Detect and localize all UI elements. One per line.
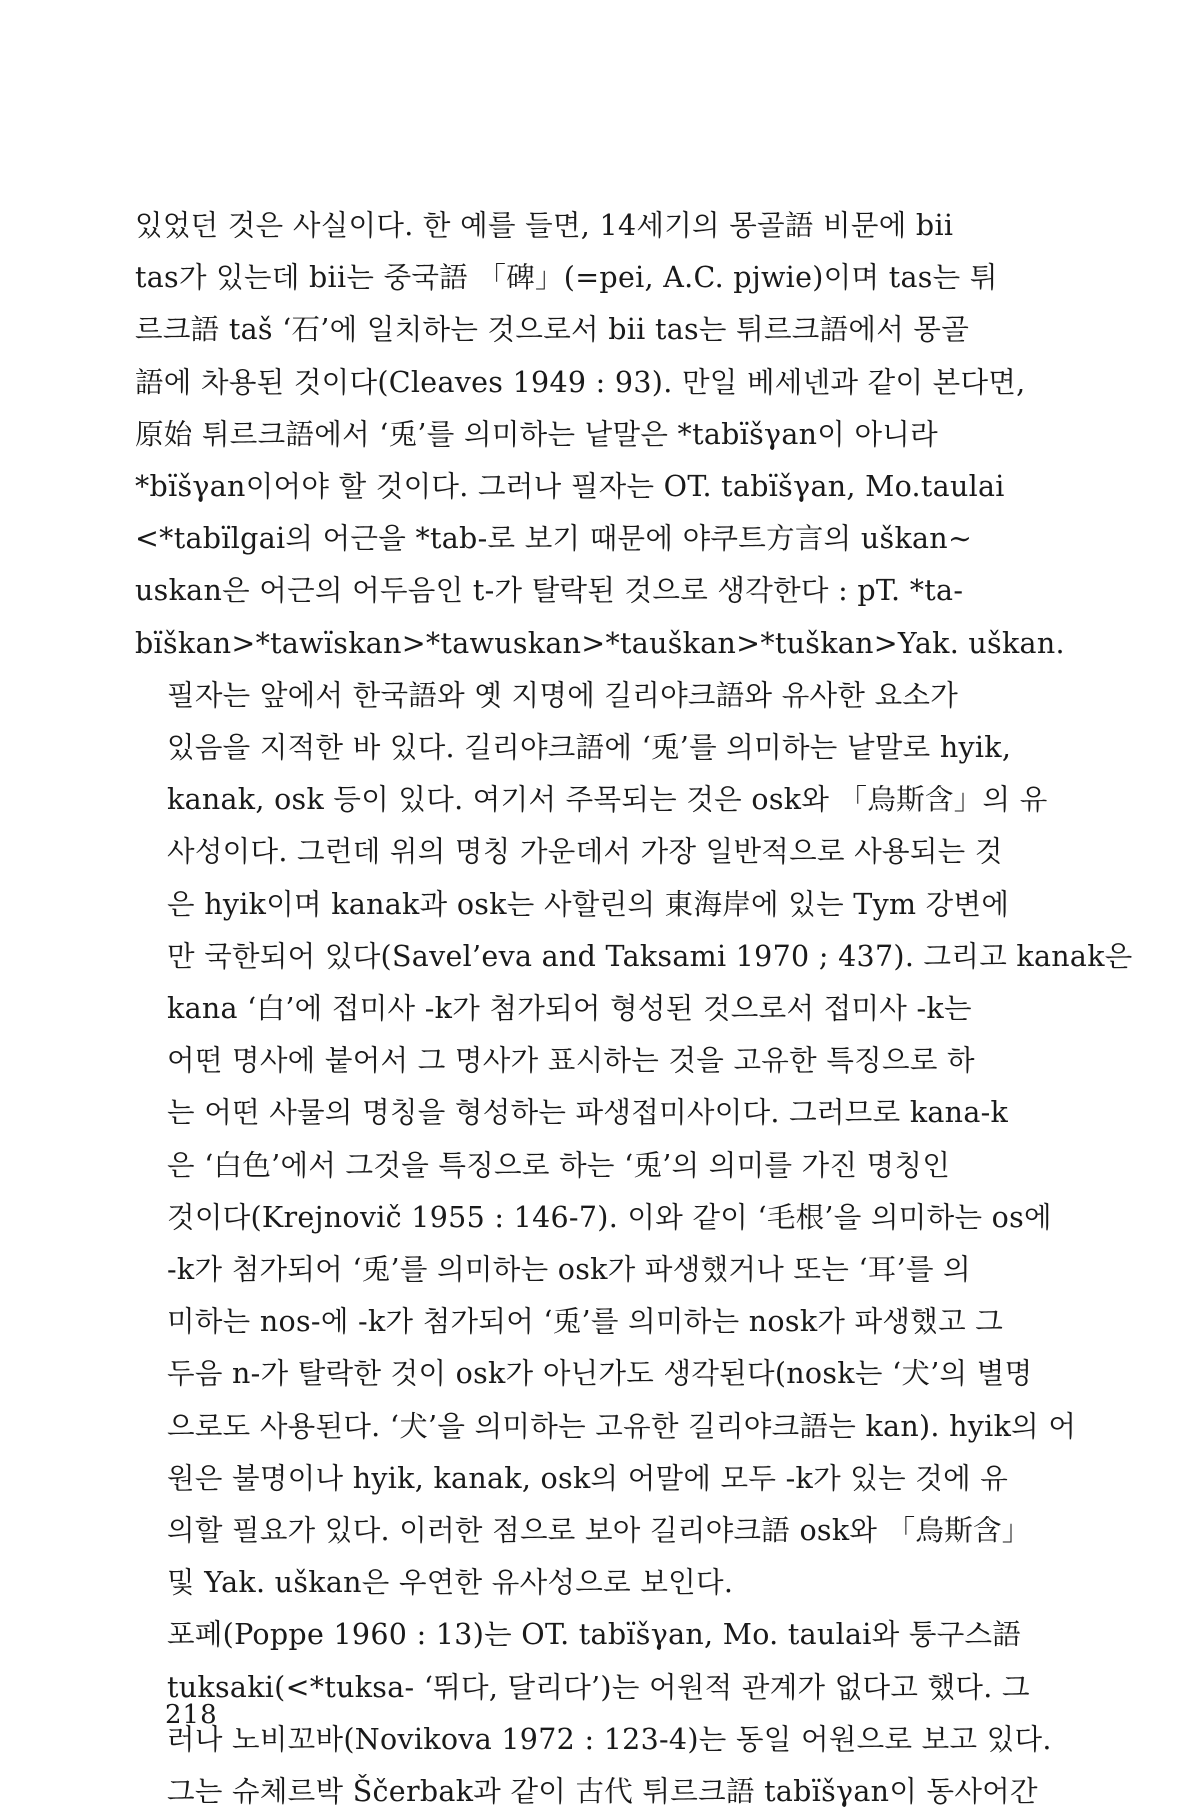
text-line: 것이다(Krejnovič 1955 : 146-7). 이와 같이 ‘毛根’을 의미하는 os에	[167, 1200, 1052, 1234]
text-line: 및 Yak. uškan은 우연한 유사성으로 보인다.	[167, 1566, 734, 1600]
body-text	[135, 200, 1133, 1818]
text-line: -k가 첨가되어 ‘兎’를 의미하는 osk가 파생했거나 또는 ‘耳’를 의	[167, 1253, 971, 1287]
page-number: 218	[165, 1700, 218, 1730]
text-line: 은 hyik이며 kanak과 osk는 사할린의 東海岸에 있는 Tym 강변에	[167, 887, 1010, 921]
text-line: tas가 있는데 bii는 중국語 「碑」(=pei, A.C. pjwie)이며 tas는 튀	[135, 261, 998, 295]
text-line: 語에 차용된 것이다(Cleaves 1949 : 93). 만일 베세넨과 같이 본다면,	[135, 365, 1026, 399]
text-line: 있음을 지적한 바 있다. 길리야크語에 ‘兎’를 의미하는 낱말로 hyik,	[167, 731, 1012, 765]
text-line: 으로도 사용된다. ‘犬’을 의미하는 고유한 길리야크語는 kan). hyik의 어	[167, 1409, 1077, 1443]
text-line: 르크語 taš ‘石’에 일치하는 것으로서 bii tas는 튀르크語에서 몽골	[135, 313, 970, 347]
text-line: 그는 슈체르박 Ščerbak과 같이 古代 튀르크語 tabïšγan이 동사어간	[167, 1775, 1038, 1809]
text-line: 필자는 앞에서 한국語와 옛 지명에 길리야크語와 유사한 요소가	[167, 678, 959, 712]
paragraph	[135, 1609, 1052, 1818]
text-line: 原始 튀르크語에서 ‘兎’를 의미하는 낱말은 *tabïšγan이 아니라	[135, 417, 938, 451]
text-line: <*tabïlgai의 어근을 *tab-로 보기 때문에 야쿠트方言의 uškan∼	[135, 522, 973, 556]
text-line: 미하는 nos-에 -k가 첨가되어 ‘兎’를 의미하는 nosk가 파생했고 그	[167, 1305, 1004, 1339]
text-line: 포페(Poppe 1960 : 13)는 OT. tabïšγan, Mo. taulai와 퉁구스語	[167, 1618, 1022, 1652]
paragraph	[135, 670, 1133, 1610]
text-line: 있었던 것은 사실이다. 한 예를 들면, 14세기의 몽골語 비문에 bii	[135, 209, 954, 242]
text-line: bïškan>*tawïskan>*tawuskan>*tauškan>*tuškan>Yak. uškan.	[135, 626, 1065, 660]
text-line: 원은 불명이나 hyik, kanak, osk의 어말에 모두 -k가 있는 것에 유	[167, 1461, 1009, 1495]
text-line: 는 어떤 사물의 명칭을 형성하는 파생접미사이다. 그러므로 kana-k	[167, 1096, 1009, 1130]
paragraph	[135, 200, 1065, 670]
text-line: uskan은 어근의 어두음인 t-가 탈락된 것으로 생각한다 : pT. *ta-	[135, 574, 964, 608]
text-line: 은 ‘白色’에서 그것을 특징으로 하는 ‘兎’의 의미를 가진 명칭인	[167, 1148, 951, 1182]
text-line: 두음 n-가 탈락한 것이 osk가 아닌가도 생각된다(nosk는 ‘犬’의 별명	[167, 1357, 1033, 1391]
text-line: kanak, osk 등이 있다. 여기서 주목되는 것은 osk와 「烏斯含」의 유	[167, 783, 1048, 817]
text-line: 러나 노비꼬바(Novikova 1972 : 123-4)는 동일 어원으로 보고 있다.	[167, 1722, 1052, 1756]
text-line: *bïšγan이어야 할 것이다. 그러나 필자는 OT. tabïšγan, Mo.taulai	[135, 470, 1005, 504]
text-line: 의할 필요가 있다. 이러한 점으로 보아 길리야크語 osk와 「烏斯含」	[167, 1514, 1031, 1548]
text-line: 만 국한되어 있다(Savel’eva and Taksami 1970 ; 437). 그리고 kanak은	[167, 939, 1133, 973]
text-line: 사성이다. 그런데 위의 명칭 가운데서 가장 일반적으로 사용되는 것	[167, 835, 1003, 869]
text-line: tuksaki(<*tuksa- ‘뛰다, 달리다’)는 어원적 관계가 없다고 했다. 그	[167, 1670, 1030, 1704]
text-line: kana ‘白’에 접미사 -k가 첨가되어 형성된 것으로서 접미사 -k는	[167, 992, 972, 1026]
text-line: 어떤 명사에 붙어서 그 명사가 표시하는 것을 고유한 특징으로 하	[167, 1044, 975, 1078]
